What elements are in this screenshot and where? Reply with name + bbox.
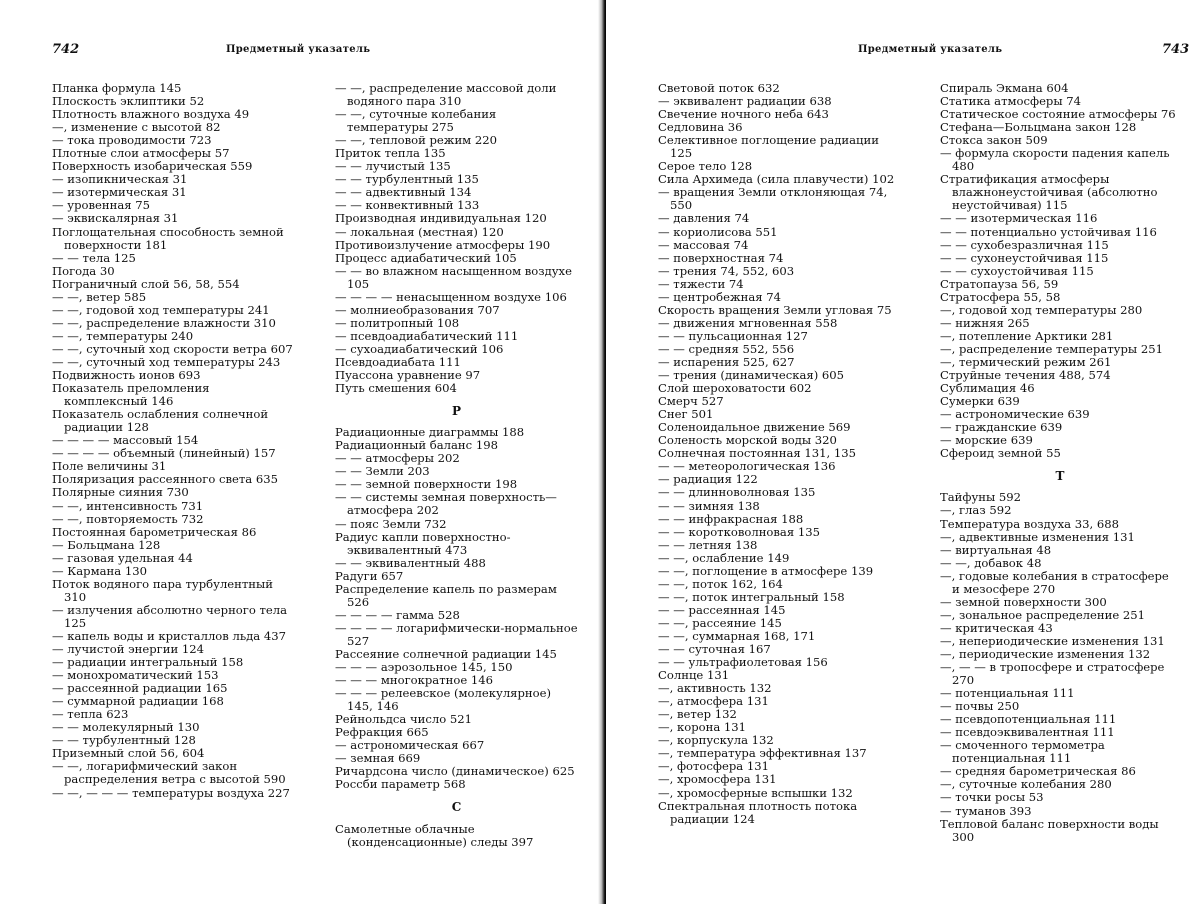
- index-entry: Самолетные облачные (конденсационные) следы 397: [335, 821, 534, 849]
- index-entry: — излучения абсолютно черного тела 125: [52, 602, 288, 630]
- index-entry: Солнце 131: [658, 668, 730, 683]
- index-entry: Поверхность изобарическая 559: [52, 159, 253, 174]
- index-entry: — земная 669: [335, 751, 421, 766]
- index-entry: Рефракция 665: [335, 725, 429, 740]
- index-entry: Плоскость эклиптики 52: [52, 94, 205, 109]
- index-entry: — изотермическая 31: [52, 185, 187, 200]
- index-entry: — вращения Земли отклоняющая 74, 550: [658, 185, 888, 213]
- index-entry: — — средняя 552, 556: [658, 341, 795, 356]
- index-entry: Световой поток 632: [658, 81, 780, 95]
- index-entry: — тока проводимости 723: [52, 133, 212, 148]
- index-entry: — радиации интегральный 158: [52, 655, 244, 670]
- index-entry: Распределение капель по размерам 526: [335, 581, 557, 609]
- index-entry: — —, добавок 48: [940, 555, 1042, 570]
- index-entry: — сухоадиабатический 106: [335, 341, 504, 356]
- index-entry: — Больцмана 128: [52, 537, 161, 552]
- index-entry: — — — — логарифмически-нормальное 527: [335, 620, 578, 648]
- index-entry: — астрономические 639: [940, 407, 1090, 422]
- index-entry: Свечение ночного неба 643: [658, 107, 829, 122]
- index-entry: — псевдопотенциальная 111: [940, 712, 1117, 727]
- index-entry: — — сухобезразличная 115: [940, 237, 1109, 252]
- index-entry: — — пульсационная 127: [658, 328, 808, 343]
- index-entry: — —, — — — температуры воздуха 227: [52, 785, 290, 800]
- index-entry: Радиационные диаграммы 188: [335, 425, 525, 440]
- index-entry: — виртуальная 48: [940, 542, 1052, 557]
- index-entry: — — системы земная поверхность—атмосфера 202: [335, 490, 557, 518]
- index-entry: — лучистой энергии 124: [52, 642, 205, 657]
- index-entry: Погода 30: [52, 263, 115, 278]
- index-column-left-2: [335, 82, 578, 849]
- index-entry: — —, распределение массовой доли водяного пара 310: [335, 81, 557, 109]
- index-entry: Подвижность ионов 693: [52, 368, 201, 383]
- index-entry: Струйные течения 488, 574: [940, 368, 1111, 383]
- index-entry: Спираль Экмана 604: [940, 81, 1069, 95]
- index-entry: — —, поток интегральный 158: [658, 589, 845, 604]
- index-entry: — формула скорости падения капель 480: [940, 146, 1170, 174]
- index-entry: —, глаз 592: [940, 503, 1012, 518]
- index-entry: Радиационный баланс 198: [335, 438, 498, 453]
- index-entry: —, изменение с высотой 82: [52, 120, 221, 135]
- index-column-left-1: [52, 82, 294, 800]
- index-entry: — политропный 108: [335, 315, 460, 330]
- index-entry: —, ветер 132: [658, 707, 737, 722]
- index-entry: — — — — массовый 154: [52, 433, 199, 448]
- index-entry: Скорость вращения Земли угловая 75: [658, 302, 892, 317]
- index-entry: — трения (динамическая) 605: [658, 368, 845, 383]
- index-entry: Тепловой баланс поверхности воды 300: [940, 816, 1159, 844]
- index-entry: Статика атмосферы 74: [940, 94, 1082, 109]
- index-entry: —, годовые колебания в стратосфере и мезосфере 270: [940, 568, 1169, 596]
- index-entry: — —, суточный ход температуры 243: [52, 354, 281, 369]
- index-entry: —, фотосфера 131: [658, 759, 769, 774]
- index-entry: — изопикническая 31: [52, 172, 188, 187]
- index-entry: — — зимняя 138: [658, 498, 760, 513]
- index-entry: Стокса закон 509: [940, 133, 1048, 148]
- index-entry: — —, ветер 585: [52, 289, 147, 304]
- index-entry: — массовая 74: [658, 237, 749, 252]
- index-entry: Поле величины 31: [52, 459, 167, 474]
- index-entry: — —, годовой ход температуры 241: [52, 302, 270, 317]
- index-entry: — — Земли 203: [335, 464, 430, 479]
- index-entry: —, корона 131: [658, 720, 747, 735]
- index-entry: Приземный слой 56, 604: [52, 746, 205, 761]
- index-entry: — — эквивалентный 488: [335, 555, 486, 570]
- index-entry: — центробежная 74: [658, 289, 782, 304]
- index-entry: Селективное поглощение радиации 125: [658, 133, 879, 161]
- section-letter: Р: [451, 404, 462, 419]
- index-entry: — — сухонеустойчивая 115: [940, 250, 1109, 265]
- index-entry: Температура воздуха 33, 688: [940, 516, 1119, 531]
- index-entry: Производная индивидуальная 120: [335, 211, 547, 226]
- index-entry: Снег 501: [658, 407, 714, 422]
- page-number-left: 742: [52, 42, 80, 57]
- index-entry: — — земной поверхности 198: [335, 477, 518, 492]
- index-entry: — — атмосферы 202: [335, 451, 460, 466]
- index-entry: — потенциальная 111: [940, 686, 1075, 701]
- section-letter: С: [451, 800, 462, 815]
- section-letter: Т: [1055, 469, 1065, 484]
- index-entry: — — — — объемный (линейный) 157: [52, 446, 276, 461]
- running-head-left: Предметный указатель: [226, 44, 371, 55]
- index-entry: — испарения 525, 627: [658, 354, 795, 369]
- index-entry: Седловина 36: [658, 120, 743, 135]
- index-entry: — псевдоэквивалентная 111: [940, 725, 1115, 740]
- index-entry: Плотные слои атмосферы 57: [52, 146, 230, 161]
- index-entry: Соленость морской воды 320: [658, 433, 837, 448]
- index-entry: — —, поток 162, 164: [658, 576, 783, 591]
- index-entry: — — молекулярный 130: [52, 720, 200, 735]
- index-entry: — земной поверхности 300: [940, 594, 1107, 609]
- index-entry: — эквивалент радиации 638: [658, 94, 832, 109]
- index-entry: — движения мгновенная 558: [658, 315, 838, 330]
- index-entry: Показатель преломления комплексный 146: [52, 381, 210, 409]
- index-entry: — —, температуры 240: [52, 328, 194, 343]
- index-entry: — — — релеевское (молекулярное) 145, 146: [335, 686, 552, 714]
- index-entry: — — рассеянная 145: [658, 602, 786, 617]
- index-entry: — почвы 250: [940, 699, 1020, 714]
- index-entry: Процесс адиабатический 105: [335, 250, 517, 265]
- index-entry: — —, рассеяние 145: [658, 615, 782, 630]
- index-entry: —, зональное распределение 251: [940, 607, 1146, 622]
- index-entry: —, хромосферные вспышки 132: [658, 785, 853, 800]
- index-entry: — —, ослабление 149: [658, 550, 790, 565]
- index-entry: — —, суммарная 168, 171: [658, 628, 816, 643]
- index-entry: Серое тело 128: [658, 159, 753, 174]
- right-page: [606, 0, 1200, 904]
- index-entry: — — длинноволновая 135: [658, 485, 816, 500]
- index-entry: — —, повторяемость 732: [52, 511, 204, 526]
- index-entry: Сумерки 639: [940, 394, 1020, 409]
- index-entry: —, потепление Арктики 281: [940, 328, 1114, 343]
- index-entry: — — — аэрозольное 145, 150: [335, 660, 513, 675]
- index-entry: Постоянная барометрическая 86: [52, 524, 257, 539]
- index-entry: Ричардсона число (динамическое) 625: [335, 764, 575, 779]
- index-entry: —, хромосфера 131: [658, 772, 777, 787]
- index-entry: — трения 74, 552, 603: [658, 263, 795, 278]
- index-entry: — —, тепловой режим 220: [335, 133, 498, 148]
- index-entry: Соленоидальное движение 569: [658, 420, 851, 435]
- index-column-right-1: [658, 82, 902, 826]
- index-entry: — — — — гамма 528: [335, 607, 460, 622]
- index-entry: — монохроматический 153: [52, 668, 219, 683]
- index-entry: — тяжести 74: [658, 276, 744, 291]
- index-entry: — нижняя 265: [940, 315, 1030, 330]
- index-entry: Пуассона уравнение 97: [335, 368, 481, 383]
- index-entry: Рейнольдса число 521: [335, 712, 473, 727]
- index-entry: —, непериодические изменения 131: [940, 633, 1165, 648]
- index-entry: — — метеорологическая 136: [658, 459, 836, 474]
- index-entry: — — летняя 138: [658, 537, 758, 552]
- index-entry: Приток тепла 135: [335, 146, 446, 161]
- index-entry: —, распределение температуры 251: [940, 341, 1163, 356]
- index-entry: — — — многократное 146: [335, 673, 493, 688]
- index-entry: — — суточная 167: [658, 642, 771, 657]
- index-entry: —, периодические изменения 132: [940, 646, 1151, 661]
- index-entry: — — — — ненасыщенном воздухе 106: [335, 289, 567, 304]
- index-entry: — — турбулентный 128: [52, 733, 196, 748]
- index-entry: —, атмосфера 131: [658, 694, 769, 709]
- index-entry: Стратопауза 56, 59: [940, 276, 1059, 291]
- index-entry: Радиус капли поверхностно-эквивалентный 473: [335, 529, 511, 557]
- index-entry: —, годовой ход температуры 280: [940, 302, 1143, 317]
- index-entry: — —, поглощение в атмосфере 139: [658, 563, 874, 578]
- index-entry: — — коротковолновая 135: [658, 524, 820, 539]
- index-entry: — критическая 43: [940, 620, 1053, 635]
- index-entry: Поток водяного пара турбулентный 310: [52, 576, 273, 604]
- index-entry: — — изотермическая 116: [940, 211, 1098, 226]
- index-entry: — — тела 125: [52, 250, 136, 265]
- index-entry: Спектральная плотность потока радиации 124: [658, 798, 858, 826]
- index-entry: — —, суточные колебания температуры 275: [335, 107, 497, 135]
- index-entry: —, суточные колебания 280: [940, 777, 1112, 792]
- index-entry: —, корпускула 132: [658, 733, 774, 748]
- index-entry: — туманов 393: [940, 803, 1032, 818]
- index-entry: — пояс Земли 732: [335, 516, 447, 531]
- index-entry: — — ультрафиолетовая 156: [658, 655, 828, 670]
- index-entry: —, — — в тропосфере и стратосфере 270: [940, 660, 1165, 688]
- index-entry: Сфероид земной 55: [940, 446, 1061, 461]
- index-entry: Стратификация атмосферы влажнонеустойчивая (абсолютно неустойчивая) 115: [940, 172, 1158, 213]
- index-entry: — — турбулентный 135: [335, 172, 479, 187]
- index-entry: — молниеобразования 707: [335, 302, 500, 317]
- index-entry: —, адвективные изменения 131: [940, 529, 1135, 544]
- index-entry: — уровенная 75: [52, 198, 151, 213]
- index-entry: — астрономическая 667: [335, 738, 485, 753]
- index-entry: —, активность 132: [658, 681, 772, 696]
- index-entry: — капель воды и кристаллов льда 437: [52, 628, 287, 643]
- index-entry: — гражданские 639: [940, 420, 1063, 435]
- index-entry: Солнечная постоянная 131, 135: [658, 446, 857, 461]
- index-entry: — давления 74: [658, 211, 750, 226]
- index-entry: — — адвективный 134: [335, 185, 472, 200]
- index-entry: Стратосфера 55, 58: [940, 289, 1061, 304]
- index-entry: Поглощательная способность земной поверхности 181: [52, 224, 284, 252]
- index-entry: — радиация 122: [658, 472, 758, 487]
- index-entry: Сила Архимеда (сила плавучести) 102: [658, 172, 895, 187]
- index-entry: — — лучистый 135: [335, 159, 451, 174]
- index-entry: — суммарной радиации 168: [52, 694, 224, 709]
- index-entry: — точки росы 53: [940, 790, 1044, 805]
- index-entry: Псевдоадиабата 111: [335, 354, 461, 369]
- index-column-right-2: [940, 82, 1180, 844]
- index-entry: Показатель ослабления солнечной радиации 128: [52, 407, 269, 435]
- index-entry: — — конвективный 133: [335, 198, 480, 213]
- index-entry: Статическое состояние атмосферы 76: [940, 107, 1176, 122]
- index-entry: Стефана—Больцмана закон 128: [940, 120, 1137, 135]
- index-entry: — локальная (местная) 120: [335, 224, 504, 239]
- index-entry: — кориолисова 551: [658, 224, 778, 239]
- index-entry: — Кармана 130: [52, 563, 147, 578]
- index-entry: — смоченного термометра потенциальная 111: [940, 738, 1105, 766]
- index-entry: — — потенциально устойчивая 116: [940, 224, 1157, 239]
- index-entry: —, термический режим 261: [940, 354, 1112, 369]
- index-entry: Планка формула 145: [52, 81, 182, 95]
- index-entry: Слой шероховатости 602: [658, 381, 812, 396]
- index-entry: Сублимация 46: [940, 381, 1035, 396]
- index-entry: Смерч 527: [658, 394, 724, 409]
- index-entry: — псевдоадиабатический 111: [335, 328, 519, 343]
- index-entry: Поляризация рассеянного света 635: [52, 472, 279, 487]
- index-entry: — —, интенсивность 731: [52, 498, 204, 513]
- index-entry: Плотность влажного воздуха 49: [52, 107, 250, 122]
- index-entry: — —, логарифмический закон распределения ветра с высотой 590: [52, 759, 286, 787]
- index-entry: — — во влажном насыщенном воздухе 105: [335, 263, 572, 291]
- index-entry: — —, суточный ход скорости ветра 607: [52, 341, 293, 356]
- index-entry: — эквискалярная 31: [52, 211, 179, 226]
- index-entry: — поверхностная 74: [658, 250, 784, 265]
- index-entry: Путь смешения 604: [335, 381, 457, 396]
- index-entry: Пограничный слой 56, 58, 554: [52, 276, 240, 291]
- index-entry: — средняя барометрическая 86: [940, 764, 1136, 779]
- index-entry: — —, распределение влажности 310: [52, 315, 276, 330]
- index-entry: — морские 639: [940, 433, 1033, 448]
- index-entry: —, температура эффективная 137: [658, 746, 867, 761]
- index-entry: — — сухоустойчивая 115: [940, 263, 1094, 278]
- index-entry: — тепла 623: [52, 707, 129, 722]
- index-entry: Радуги 657: [335, 568, 404, 583]
- index-entry: Рассеяние солнечной радиации 145: [335, 646, 557, 661]
- index-entry: Полярные сияния 730: [52, 485, 189, 500]
- index-entry: — рассеянной радиации 165: [52, 681, 228, 696]
- index-entry: Россби параметр 568: [335, 777, 466, 792]
- page-number-right: 743: [1162, 42, 1190, 57]
- running-head-right: Предметный указатель: [858, 44, 1003, 55]
- index-entry: — — инфракрасная 188: [658, 511, 804, 526]
- index-entry: Тайфуны 592: [940, 490, 1022, 505]
- index-entry: — газовая удельная 44: [52, 550, 193, 565]
- index-entry: Противоизлучение атмосферы 190: [335, 237, 551, 252]
